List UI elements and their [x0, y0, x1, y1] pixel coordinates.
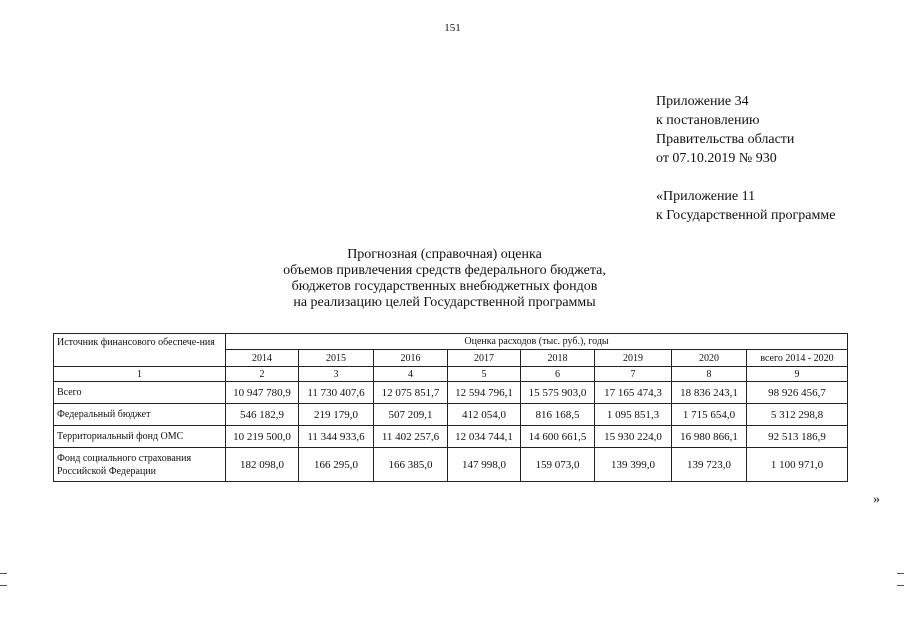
closing-quote: » — [873, 492, 880, 507]
table-cell: 139 723,0 — [672, 448, 747, 482]
document-title — [0, 247, 897, 311]
column-number: 7 — [595, 367, 672, 382]
appendix-gap — [656, 168, 835, 187]
table-cell: 18 836 243,1 — [672, 382, 747, 404]
source-header: Источник финансового обеспече-ния — [54, 334, 226, 367]
table-cell: 12 075 851,7 — [374, 382, 448, 404]
table-cell: 11 730 407,6 — [299, 382, 374, 404]
table-cell: 15 930 224,0 — [595, 426, 672, 448]
table-row — [54, 448, 848, 482]
scan-edge-mark — [897, 585, 904, 586]
title-line: бюджетов государственных внебюджетных фондов — [291, 279, 598, 294]
year-header: 2019 — [595, 350, 672, 367]
table-cell: 17 165 474,3 — [595, 382, 672, 404]
title-line: объемов привлечения средств федерального бюджета, — [283, 263, 606, 278]
year-header: 2017 — [448, 350, 521, 367]
table-cell: 147 998,0 — [448, 448, 521, 482]
table-cell-total: 98 926 456,7 — [747, 382, 848, 404]
table-cell: 1 095 851,3 — [595, 404, 672, 426]
table-cell: 219 179,0 — [299, 404, 374, 426]
table-cell: 139 399,0 — [595, 448, 672, 482]
table-cell: 14 600 661,5 — [521, 426, 595, 448]
column-number: 3 — [299, 367, 374, 382]
appendix-title: Приложение 34 — [656, 94, 749, 109]
table-cell: 10 947 780,9 — [226, 382, 299, 404]
row-label: Фонд социального страхования Российской Федерации — [54, 448, 226, 482]
table-cell: 15 575 903,0 — [521, 382, 595, 404]
table-cell: 507 209,1 — [374, 404, 448, 426]
table-cell: 12 034 744,1 — [448, 426, 521, 448]
row-label: Всего — [54, 382, 226, 404]
scan-edge-mark — [0, 585, 7, 586]
table-cell: 159 073,0 — [521, 448, 595, 482]
table-cell: 16 980 866,1 — [672, 426, 747, 448]
table-cell: 10 219 500,0 — [226, 426, 299, 448]
year-header: 2015 — [299, 350, 374, 367]
table-cell: 816 168,5 — [521, 404, 595, 426]
title-line: на реализацию целей Государственной программы — [293, 295, 596, 310]
page-number: 151 — [444, 22, 461, 34]
column-number: 6 — [521, 367, 595, 382]
table-cell: 546 182,9 — [226, 404, 299, 426]
appendix-line: к постановлению — [656, 113, 760, 128]
year-header: 2020 — [672, 350, 747, 367]
total-header: всего 2014 - 2020 — [747, 350, 848, 367]
table-cell-total: 5 312 298,8 — [747, 404, 848, 426]
table-cell-total: 1 100 971,0 — [747, 448, 848, 482]
column-number: 5 — [448, 367, 521, 382]
appendix-line: Правительства области — [656, 132, 795, 147]
table-cell: 166 385,0 — [374, 448, 448, 482]
group-header: Оценка расходов (тыс. руб.), годы — [226, 334, 848, 350]
scan-edge-mark — [897, 573, 904, 574]
row-label: Территориальный фонд ОМС — [54, 426, 226, 448]
column-number: 8 — [672, 367, 747, 382]
table-row — [54, 404, 848, 426]
scan-edge-mark — [0, 573, 7, 574]
table-row — [54, 426, 848, 448]
table-cell: 412 054,0 — [448, 404, 521, 426]
year-header: 2016 — [374, 350, 448, 367]
appendix-subtitle: «Приложение 11 — [656, 189, 756, 204]
appendix-block — [656, 92, 835, 225]
table-cell: 11 402 257,6 — [374, 426, 448, 448]
title-line: Прогнозная (справочная) оценка — [347, 247, 542, 262]
column-number: 9 — [747, 367, 848, 382]
year-header: 2014 — [226, 350, 299, 367]
table-cell: 11 344 933,6 — [299, 426, 374, 448]
budget-table — [53, 333, 848, 482]
appendix-date: от 07.10.2019 № 930 — [656, 151, 777, 166]
table-cell: 12 594 796,1 — [448, 382, 521, 404]
year-header: 2018 — [521, 350, 595, 367]
column-number: 2 — [226, 367, 299, 382]
table-row — [54, 382, 848, 404]
row-label: Федеральный бюджет — [54, 404, 226, 426]
table-cell-total: 92 513 186,9 — [747, 426, 848, 448]
column-number: 1 — [54, 367, 226, 382]
table-cell: 182 098,0 — [226, 448, 299, 482]
table-cell: 1 715 654,0 — [672, 404, 747, 426]
column-number: 4 — [374, 367, 448, 382]
appendix-line: к Государственной программе — [656, 208, 836, 223]
table-cell: 166 295,0 — [299, 448, 374, 482]
